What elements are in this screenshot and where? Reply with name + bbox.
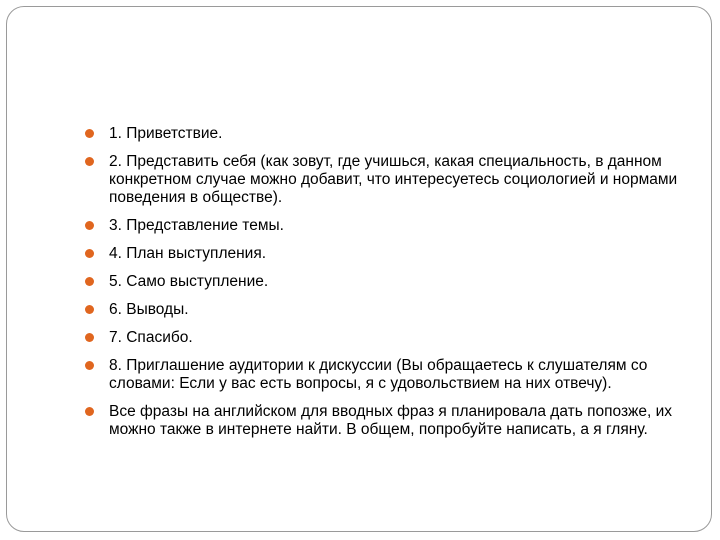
list-item: [85, 273, 685, 291]
list-item: [85, 153, 685, 207]
list-item-text: 8. Приглашение аудитории к дискуссии (Вы обращаетесь к слушателям со словами: Если у вас есть вопросы, я с удовольствием на них отвечу).: [109, 357, 648, 392]
bullet-dot-icon: [85, 157, 94, 166]
list-item: [85, 245, 685, 263]
list-item: [85, 329, 685, 347]
list-item-text: 5. Само выступление.: [109, 273, 269, 290]
list-item-text: Все фразы на английском для вводных фраз я планировала дать попозже, их можно также в интернете найти. В общем, попробуйте написать, а я гляну.: [109, 403, 673, 438]
slide-frame: [6, 6, 712, 532]
bullet-dot-icon: [85, 277, 94, 286]
list-item-text: 3. Представление темы.: [109, 217, 284, 234]
bullet-dot-icon: [85, 221, 94, 230]
list-item-text: 1. Приветствие.: [109, 125, 223, 142]
bullet-dot-icon: [85, 129, 94, 138]
bullet-dot-icon: [85, 407, 94, 416]
list-item-text: 4. План выступления.: [109, 245, 267, 262]
bullet-list: [85, 125, 685, 449]
list-item-text: 7. Спасибо.: [109, 329, 193, 346]
list-item-text: 2. Представить себя (как зовут, где учишься, какая специальность, в данном конкретном случае можно добавит, что интересуетесь социологией и нормами поведения в обществе).: [109, 153, 678, 206]
list-item: [85, 357, 685, 393]
list-item-text: 6. Выводы.: [109, 301, 189, 318]
list-item: [85, 301, 685, 319]
bullet-dot-icon: [85, 361, 94, 370]
bullet-dot-icon: [85, 333, 94, 342]
list-item: [85, 403, 685, 439]
bullet-dot-icon: [85, 305, 94, 314]
list-item: [85, 217, 685, 235]
list-item: [85, 125, 685, 143]
bullet-dot-icon: [85, 249, 94, 258]
